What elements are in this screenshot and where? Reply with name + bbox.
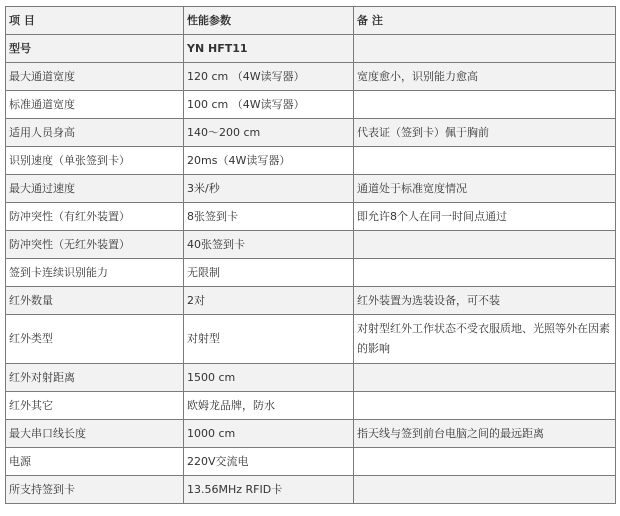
row-item: 标准通道宽度 <box>6 91 184 119</box>
row-note <box>354 364 616 392</box>
row-item: 红外数量 <box>6 287 184 315</box>
row-item: 型号 <box>6 35 184 63</box>
row-note <box>354 35 616 63</box>
row-param: 1500 cm <box>184 364 354 392</box>
row-note: 指天线与签到前台电脑之间的最远距离 <box>354 420 616 448</box>
row-item: 最大通道宽度 <box>6 63 184 91</box>
row-param: 8张签到卡 <box>184 203 354 231</box>
table-row <box>6 91 616 119</box>
row-param: 欧姆龙品牌，防水 <box>184 392 354 420</box>
table-row <box>6 231 616 259</box>
table-row <box>6 63 616 91</box>
header-param: 性能参数 <box>184 7 354 35</box>
row-item: 最大通过速度 <box>6 175 184 203</box>
row-note <box>354 147 616 175</box>
row-note <box>354 259 616 287</box>
row-note <box>354 476 616 504</box>
table-row <box>6 476 616 504</box>
row-param: 100 cm （4W读写器） <box>184 91 354 119</box>
row-note <box>354 392 616 420</box>
table-row <box>6 119 616 147</box>
row-param: 40张签到卡 <box>184 231 354 259</box>
table-row <box>6 315 616 364</box>
table-row-model <box>6 35 616 63</box>
row-item: 红外对射距离 <box>6 364 184 392</box>
row-item: 电源 <box>6 448 184 476</box>
row-param: 120 cm （4W读写器） <box>184 63 354 91</box>
row-item: 适用人员身高 <box>6 119 184 147</box>
row-note: 对射型红外工作状态不受衣服质地、光照等外在因素的影响 <box>354 315 616 364</box>
row-item: 红外类型 <box>6 315 184 364</box>
header-item: 项 目 <box>6 7 184 35</box>
row-note <box>354 91 616 119</box>
table-row <box>6 203 616 231</box>
row-note: 通道处于标准宽度情况 <box>354 175 616 203</box>
row-note: 即允许8个人在同一时间点通过 <box>354 203 616 231</box>
row-param: 140～200 cm <box>184 119 354 147</box>
row-param: 2对 <box>184 287 354 315</box>
row-item: 最大串口线长度 <box>6 420 184 448</box>
row-item: 识别速度（单张签到卡） <box>6 147 184 175</box>
row-item: 红外其它 <box>6 392 184 420</box>
row-item: 所支持签到卡 <box>6 476 184 504</box>
row-param: 无限制 <box>184 259 354 287</box>
row-param: 20ms（4W读写器） <box>184 147 354 175</box>
row-param: 3米/秒 <box>184 175 354 203</box>
table-row <box>6 287 616 315</box>
row-param: 13.56MHz RFID卡 <box>184 476 354 504</box>
table-row <box>6 364 616 392</box>
spec-table <box>5 6 616 504</box>
row-note: 红外装置为选装设备，可不装 <box>354 287 616 315</box>
table-header-row <box>6 7 616 35</box>
row-param: 220V交流电 <box>184 448 354 476</box>
row-param: YN HFT11 <box>184 35 354 63</box>
table-row <box>6 420 616 448</box>
table-row <box>6 147 616 175</box>
header-note: 备 注 <box>354 7 616 35</box>
table-row <box>6 175 616 203</box>
row-param: 1000 cm <box>184 420 354 448</box>
row-note <box>354 448 616 476</box>
table-row <box>6 392 616 420</box>
row-item: 防冲突性（无红外装置） <box>6 231 184 259</box>
table-row <box>6 448 616 476</box>
row-note <box>354 231 616 259</box>
row-item: 防冲突性（有红外装置） <box>6 203 184 231</box>
row-note: 代表证（签到卡）佩于胸前 <box>354 119 616 147</box>
row-item: 签到卡连续识别能力 <box>6 259 184 287</box>
row-param: 对射型 <box>184 315 354 364</box>
table-row <box>6 259 616 287</box>
row-note: 宽度愈小，识别能力愈高 <box>354 63 616 91</box>
